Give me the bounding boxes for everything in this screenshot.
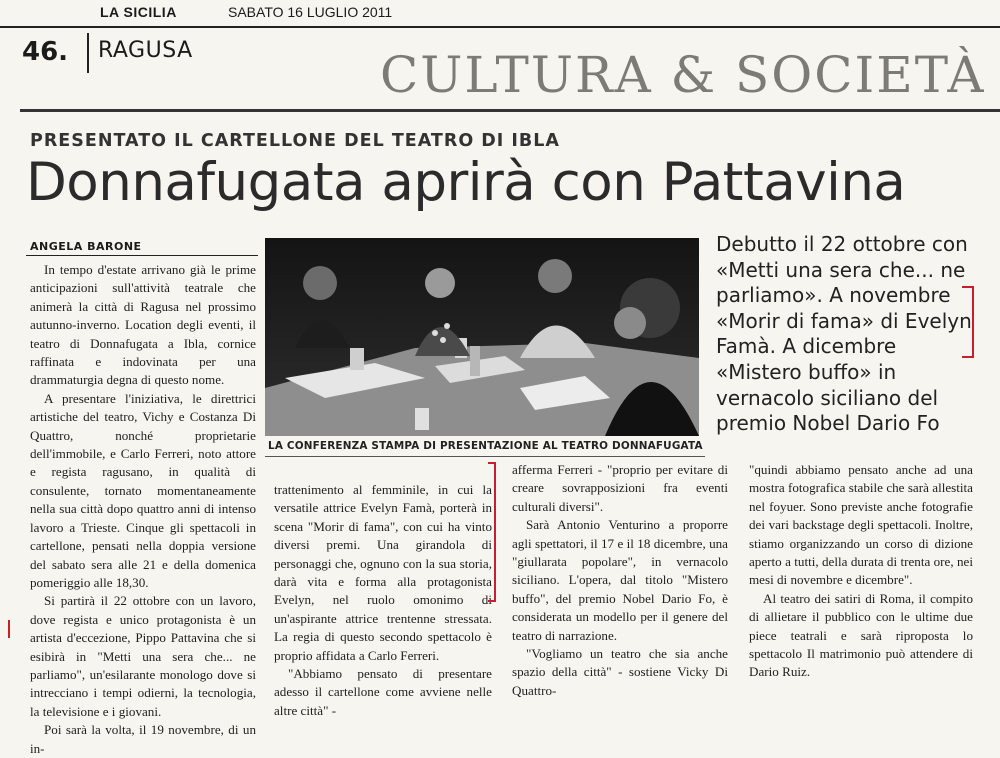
paragraph: Si partirà il 22 ottobre con un lavoro, dove regista e unico protagonista è un artista d'eccezione, Pippo Pattavina che si esibirà in "Metti una sera che... ne parliamo", un'esilarante monologo dove si intrecciano i tempi odierni, la tecnologia, la televisione e i giovani.	[30, 593, 256, 719]
paragraph: A presentare l'iniziativa, le direttrici artistiche del teatro, Vichy e Costanza Di Quattro, nonché proprietarie dell'immobile, e Carlo Ferreri, noto attore e regista ragusano, in qualità di consulente, tornato momentaneamente nella sua città dopo quattro anni di intenso lavoro a Trieste. Cinque gli spettacoli in cartellone, pensati nella doppia versione del sabato sera alle 21 e della domenica pomeriggio alle 18,30.	[30, 390, 256, 590]
article-standfirst: Debutto il 22 ottobre con «Metti una sera che... ne parliamo». A novembre «Morir di fama» di Evelyn Famà. A dicembre «Mistero buffo» in vernacolo siciliano del premio Nobel Dario Fo	[716, 232, 972, 436]
article-headline: Donnafugata aprirà con Pattavina	[26, 152, 906, 213]
page-divider	[87, 33, 89, 73]
paragraph: In tempo d'estate arrivano già le prime anticipazioni sull'attività teatrale che animerà la città di Ragusa nel prossimo autunno-inverno. Location degli eventi, il teatro di Donnafugata a Ibla, cornice raffinata e indovinata per una drammaturgia degna di questo nome.	[30, 262, 256, 388]
paragraph: afferma Ferreri - "proprio per evitare di creare sovrapposizioni fra eventi culturali diversi".	[512, 462, 728, 514]
paragraph: Al teatro dei satiri di Roma, il compito di allietare il pubblico con le ultime due piece teatrali e sarà riproposta lo spettacolo Il matrimonio può attendere di Dario Ruiz.	[749, 590, 973, 680]
press-conference-photo	[265, 238, 699, 436]
article-column-3	[512, 461, 728, 700]
article-column-4	[749, 461, 973, 682]
red-pen-bracket	[488, 462, 496, 602]
page-number: 46.	[22, 37, 69, 67]
paragraph: trattenimento al femminile, in cui la versatile attrice Evelyn Famà, porterà in scena "Morir di fama", con cui ha vinto diversi premi. Una girandola di personaggi che, ognuno con la sua storia, darà vita e forma alla protagonista Evelyn, nel ruolo omonimo di un'aspirante attrice trentenne stressata. La regia di questo secondo spettacolo è proprio affidata a Carlo Ferreri.	[274, 482, 492, 663]
paragraph: Sarà Antonio Venturino a proporre agli spettatori, il 17 e il 18 dicembre, una "giullarata popolare", in vernacolo siciliano. L'opera, dal titolo "Mistero buffo", del premio Nobel Dario Fo, è considerata un modello per il genere del teatro di narrazione.	[512, 517, 728, 643]
paragraph: "Abbiamo pensato di presentare adesso il cartellone come avviene nelle altre città" -	[274, 666, 492, 718]
red-pen-mark	[8, 620, 10, 638]
photo-caption: LA CONFERENZA STAMPA DI PRESENTAZIONE AL TEATRO DONNAFUGATA	[268, 440, 703, 452]
paragraph: Poi sarà la volta, il 19 novembre, di un in-	[30, 722, 256, 756]
photo-illustration	[265, 238, 699, 436]
byline-rule	[26, 255, 258, 256]
section-name: RAGUSA	[98, 38, 193, 63]
caption-rule	[265, 456, 705, 457]
red-pen-bracket	[962, 286, 974, 358]
article-column-1	[30, 261, 256, 758]
paragraph: "Vogliamo un teatro che sia anche spazio della città" - sostiene Vicky Di Quattro-	[512, 646, 728, 698]
rubric-title: CULTURA & SOCIETÀ	[380, 46, 986, 104]
paragraph: "quindi abbiamo pensato anche ad una mostra fotografica stabile che sarà allestita nel foyuer. Sono previste anche fotografie dei vari backstage degli spettacoli. Inoltre, stiamo organizzando un corso di dizione aperto a tutti, della durata di trenta ore, nei mesi di novembre e dicembre".	[749, 462, 973, 588]
article-column-2	[274, 481, 492, 720]
newspaper-name: LA SICILIA	[100, 4, 177, 20]
rubric-rule	[20, 109, 1000, 112]
article-kicker: PRESENTATO IL CARTELLONE DEL TEATRO DI IBLA	[30, 131, 560, 151]
article-byline: ANGELA BARONE	[30, 240, 142, 253]
issue-date: SABATO 16 LUGLIO 2011	[228, 4, 393, 20]
